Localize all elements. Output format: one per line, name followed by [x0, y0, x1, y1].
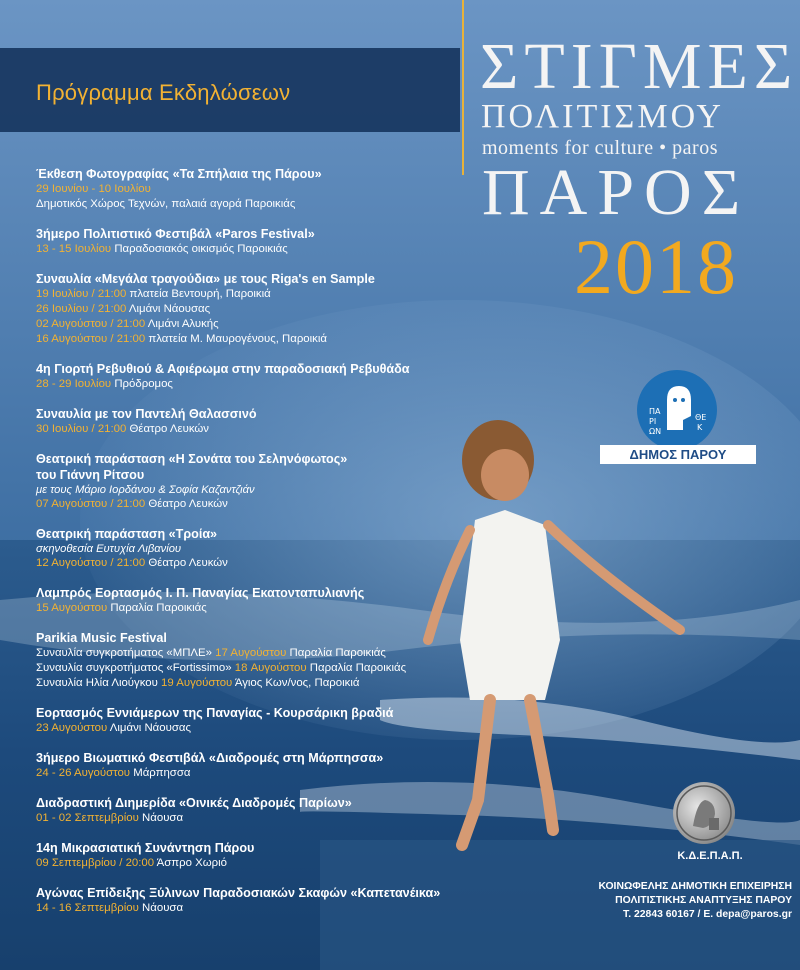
event-date: 01 - 02 Σεπτεμβρίου — [36, 812, 139, 824]
logo-text-the: ΘΕ — [695, 413, 707, 422]
event-place: Πρόδρομος — [114, 378, 173, 390]
event-line — [36, 901, 506, 916]
organizer-block — [560, 880, 792, 922]
event-item — [36, 451, 506, 512]
coin-emblem — [673, 782, 735, 844]
event-place: Παραλία Παροικιάς — [309, 662, 407, 674]
organizer-line2: ΠΟΛΙΤΙΣΤΙΚΗΣ ΑΝΑΠΤΥΞΗΣ ΠΑΡΟΥ — [615, 895, 792, 906]
event-line — [36, 766, 506, 781]
brand-year: 2018 — [574, 223, 738, 310]
event-title: Συναυλία «Μεγάλα τραγούδια» με τους Riga's en Sample — [36, 272, 375, 286]
event-date: 09 Σεπτεμβρίου / 20:00 — [36, 857, 155, 869]
bust-icon — [637, 370, 717, 450]
event-place: Λιμάνι Νάουσας — [128, 303, 211, 315]
brand-title-line3: ΠΑΡΟΣ — [482, 156, 751, 229]
organizer-contact: Τ. 22843 60167 / E. depa@paros.gr — [623, 909, 792, 920]
event-subtitle: με τους Μάριο Ιορδάνου & Σοφία Καζαντζιάν — [36, 484, 255, 496]
event-date: 28 - 29 Ιουλίου — [36, 378, 112, 390]
event-title: Λαμπρός Εορτασμός Ι. Π. Παναγίας Εκατονταπυλιανής — [36, 586, 365, 600]
event-date: 26 Ιουλίου / 21:00 — [36, 303, 127, 315]
event-date: 07 Αυγούστου / 21:00 — [36, 498, 146, 510]
event-date: 02 Αυγούστου / 21:00 — [36, 318, 146, 330]
event-place: Παραλία Παροικιάς — [110, 602, 207, 614]
event-item — [36, 750, 506, 781]
event-line — [36, 856, 506, 871]
event-date: 15 Αυγούστου — [36, 602, 108, 614]
event-date: 13 - 15 Ιουλίου — [36, 243, 112, 255]
event-performer: Συναυλία Ηλία Λιούγκου — [36, 677, 158, 689]
event-date: 23 Αυγούστου — [36, 722, 108, 734]
event-date: 30 Ιουλίου / 21:00 — [36, 423, 127, 435]
event-place: Νάουσα — [142, 902, 184, 914]
event-item — [36, 840, 506, 871]
event-line — [36, 661, 506, 676]
event-title: Εορτασμός Εννιάμερων της Παναγίας - Κουρσάρικη βραδιά — [36, 706, 394, 720]
event-item — [36, 406, 506, 437]
event-place: Νάουσα — [142, 812, 184, 824]
event-title: Θεατρική παράσταση «Τροία» — [36, 527, 218, 541]
event-place: Παραδοσιακός οικισμός Παροικιάς — [114, 243, 288, 255]
brand-subtitle: moments for culture • paros — [482, 137, 718, 159]
event-line — [36, 302, 506, 317]
event-line — [36, 317, 506, 332]
event-date: 24 - 26 Αυγούστου — [36, 767, 131, 779]
event-line — [36, 676, 506, 691]
event-item — [36, 585, 506, 616]
event-title: Έκθεση Φωτογραφίας «Τα Σπήλαια της Πάρου» — [36, 167, 322, 181]
event-line — [36, 811, 506, 826]
event-list — [36, 166, 506, 916]
event-place: Παραλία Παροικιάς — [289, 647, 386, 659]
event-date: 19 Αυγούστου — [161, 677, 233, 689]
event-date: 16 Αυγούστου / 21:00 — [36, 333, 146, 345]
event-performer: Συναυλία συγκροτήματος «Fortissimo» — [36, 662, 232, 674]
coin-icon — [673, 782, 735, 844]
event-place: Θέατρο Λευκών — [129, 423, 209, 435]
event-line — [36, 332, 506, 347]
event-line — [36, 497, 506, 512]
organizer-line1: ΚΟΙΝΩΦΕΛΗΣ ΔΗΜΟΤΙΚΗ ΕΠΙΧΕΙΡΗΣΗ — [598, 881, 792, 892]
event-item — [36, 630, 506, 691]
event-item — [36, 705, 506, 736]
event-place: πλατεία Βεντουρή, Παροικιά — [129, 288, 271, 300]
coin-label: Κ.Δ.Ε.Π.Α.Π. — [677, 850, 743, 862]
event-line — [36, 422, 506, 437]
municipality-label: ΔΗΜΟΣ ΠΑΡΟΥ — [600, 445, 756, 464]
logo-text-k: Κ — [697, 423, 703, 432]
brand-title-line1: ΣΤΙΓΜΕΣ — [480, 30, 799, 103]
event-place: Θέατρο Λευκών — [148, 557, 228, 569]
event-title: Θεατρική παράσταση «Η Σονάτα του Σεληνόφωτος» — [36, 452, 348, 466]
event-place: Λιμάνι Νάουσας — [109, 722, 191, 734]
event-place: Μάρπησσα — [133, 767, 191, 779]
event-line — [36, 287, 506, 302]
event-date: 12 Αυγούστου / 21:00 — [36, 557, 146, 569]
event-date: 29 Ιουνίου - 10 Ιουλίου — [36, 183, 151, 195]
event-place: Δημοτικός Χώρος Τεχνών, παλαιά αγορά Παροικιάς — [36, 198, 296, 210]
event-place: Λιμάνι Αλυκής — [147, 318, 219, 330]
event-place: Άγιος Κων/νος, Παροικιά — [234, 677, 360, 689]
event-title: Διαδραστική Διημερίδα «Οινικές Διαδρομές Παρίων» — [36, 796, 352, 810]
logo-text-pa: ΠΑ — [649, 407, 661, 416]
logo-text-ri: ΡΙ — [649, 417, 657, 426]
event-place: Θέατρο Λευκών — [148, 498, 228, 510]
event-item — [36, 166, 506, 212]
event-item — [36, 885, 506, 916]
event-item — [36, 526, 506, 571]
event-title: 14η Μικρασιατική Συνάντηση Πάρου — [36, 841, 255, 855]
header-divider — [462, 0, 464, 175]
event-line — [36, 646, 506, 661]
event-item — [36, 795, 506, 826]
event-title: Αγώνας Επίδειξης Ξύλινων Παραδοσιακών Σκαφών «Καπετανέικα» — [36, 886, 441, 900]
event-title: 3ήμερο Βιωματικό Φεστιβάλ «Διαδρομές στη Μάρπησσα» — [36, 751, 384, 765]
event-line — [36, 377, 506, 392]
event-date: 19 Ιουλίου / 21:00 — [36, 288, 127, 300]
event-title: Parikia Music Festival — [36, 631, 167, 645]
event-line — [36, 556, 506, 571]
event-subtitle: σκηνοθεσία Ευτυχία Λιβανίου — [36, 543, 182, 555]
event-item — [36, 361, 506, 392]
municipality-logo — [637, 370, 717, 450]
logo-text-on: ΩΝ — [649, 427, 662, 436]
brand-title-line2: ΠΟΛΙΤΙΣΜΟΥ — [481, 98, 724, 135]
program-title: Πρόγραμμα Εκδηλώσεων — [36, 80, 291, 105]
event-place: πλατεία Μ. Μαυρογένους, Παροικιά — [148, 333, 327, 345]
event-title: 3ήμερο Πολιτιστικό Φεστιβάλ «Paros Festival» — [36, 227, 315, 241]
event-line — [36, 721, 506, 736]
event-title-cont: του Γιάννη Ρίτσου — [36, 468, 145, 482]
event-place: Άσπρο Χωριό — [156, 857, 227, 869]
event-title: 4η Γιορτή Ρεβυθιού & Αφιέρωμα στην παραδοσιακή Ρεβυθάδα — [36, 362, 410, 376]
event-item — [36, 226, 506, 257]
event-item — [36, 271, 506, 347]
event-date: 17 Αυγούστου — [215, 647, 287, 659]
event-date: 14 - 16 Σεπτεμβρίου — [36, 902, 139, 914]
event-line — [36, 242, 506, 257]
event-performer: Συναυλία συγκροτήματος «ΜΠΛΕ» — [36, 647, 212, 659]
event-line — [36, 601, 506, 616]
event-date: 18 Αυγούστου — [234, 662, 307, 674]
event-title: Συναυλία με τον Παντελή Θαλασσινό — [36, 407, 257, 421]
